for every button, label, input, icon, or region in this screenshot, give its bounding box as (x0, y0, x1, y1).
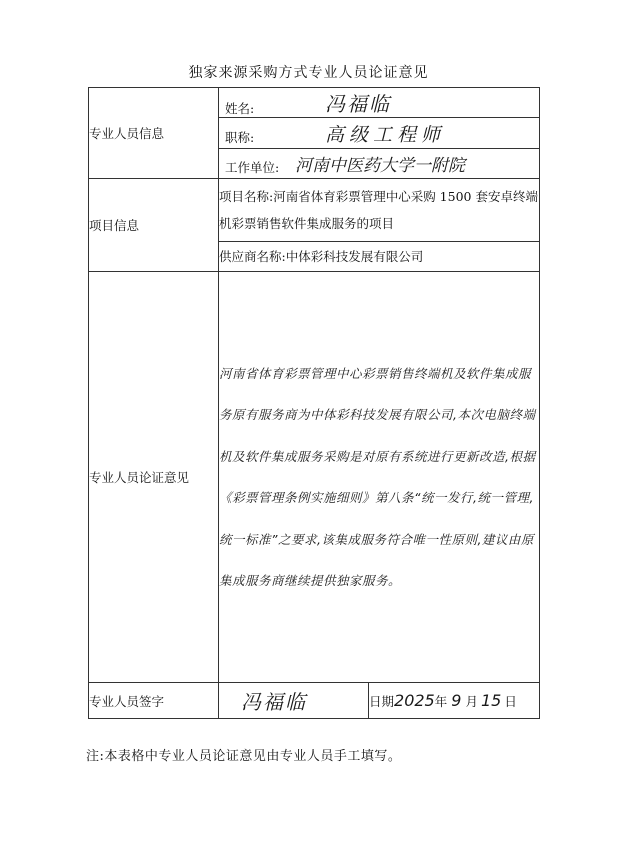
date-day-unit: 日 (504, 694, 517, 709)
supplier-line: 供应商名称:中体彩科技发展有限公司 (219, 242, 540, 272)
name-value: 冯福临 (325, 92, 391, 116)
work-unit-label: 工作单位: (225, 160, 280, 176)
date-year-unit: 年 (434, 694, 448, 709)
project-name-line: 项目名称:河南省体育彩票管理中心采购 1500 套安卓终端机彩票销售软件集成服务的项目 (219, 179, 540, 242)
document-title: 独家来源采购方式专业人员论证意见 (188, 65, 429, 81)
name-label: 姓名: (225, 100, 255, 116)
date-year: 2025 (394, 691, 435, 710)
footnote: 注:本表格中专业人员论证意见由专业人员手工填写。 (86, 749, 402, 764)
personnel-section-label: 专业人员信息 (89, 88, 219, 179)
date-day: 15 (480, 691, 502, 710)
work-unit-value: 河南中医药大学一附院 (295, 155, 465, 176)
signature-value: 冯福临 (241, 690, 307, 714)
signature-section-label: 专业人员签字 (89, 683, 219, 719)
date-month-unit: 月 (465, 694, 478, 709)
unit-row (219, 149, 540, 179)
job-title-label: 职称: (225, 130, 255, 145)
job-title-value: 高级工程师 (325, 123, 446, 146)
date-month: 9 (451, 691, 462, 710)
signature-cell (219, 683, 369, 719)
opinion-form-table (88, 87, 540, 719)
title-row (219, 118, 540, 149)
date-label: 日期 (369, 694, 395, 709)
opinion-section-label: 专业人员论证意见 (89, 272, 219, 683)
name-row (219, 88, 540, 118)
date-cell (369, 683, 540, 719)
project-section-label: 项目信息 (89, 179, 219, 272)
opinion-handwritten-text: 河南省体育彩票管理中心彩票销售终端机及软件集成服务原有服务商为中体彩科技发展有限公司,本次电脑终端机及软件集成服务采购是对原有系统进行更新改造,根据《彩票管理条例实施细则》第八条“统一发行,统一管理,统一标准”之要求,该集成服务符合唯一性原则,建议由原集成服务商继续提供独家服务。 (219, 272, 540, 683)
